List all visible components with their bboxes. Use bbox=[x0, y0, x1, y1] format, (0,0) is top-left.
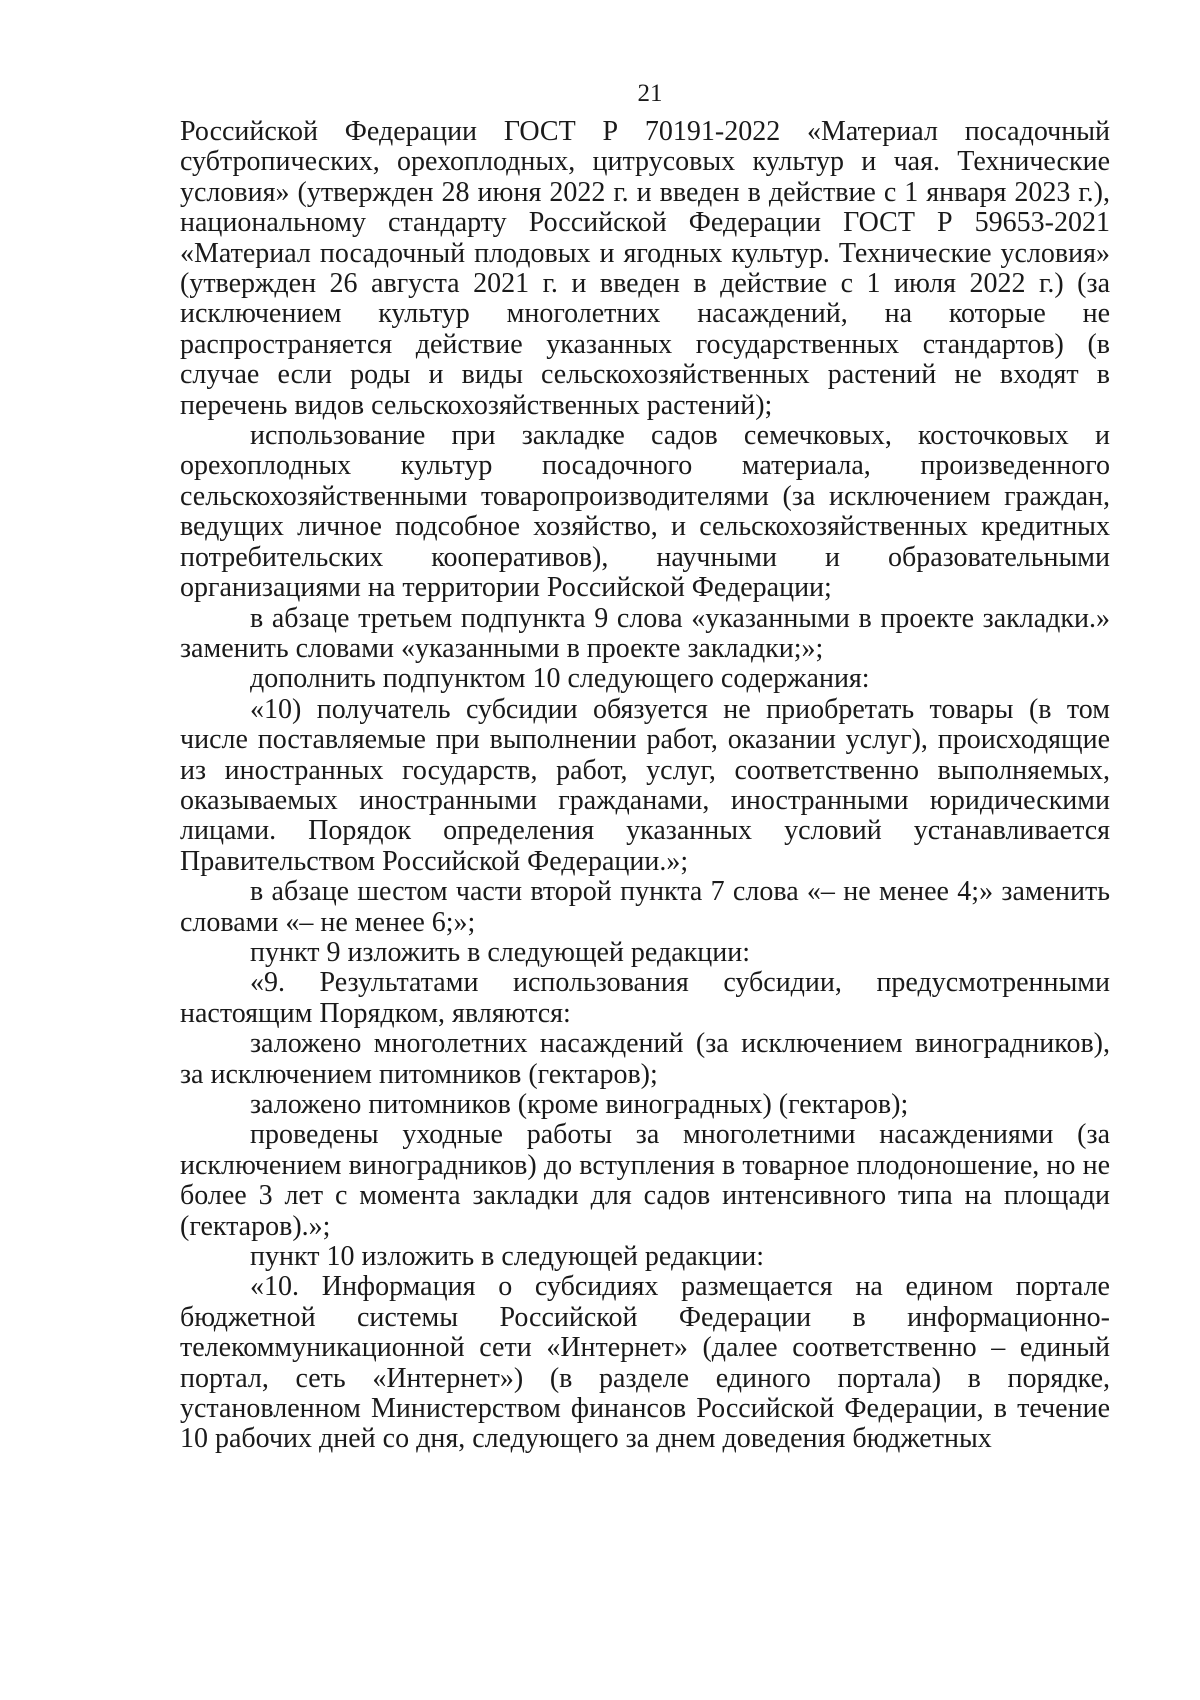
document-body bbox=[180, 117, 1110, 1455]
paragraph: заложено многолетних насаждений (за исключением виноградников), за исключением питомников (гектаров); bbox=[180, 1028, 1110, 1090]
paragraph: проведены уходные работы за многолетними насаждениями (за исключением виноградников) до вступления в товарное плодоношение, но не более 3 лет с момента закладки для садов интенсивного типа на площади (гектаров).»; bbox=[180, 1119, 1110, 1242]
paragraph: заложено питомников (кроме виноградных) (гектаров); bbox=[250, 1089, 909, 1120]
paragraph: дополнить подпунктом 10 следующего содержания: bbox=[250, 663, 870, 695]
paragraph: «9. Результатами использования субсидии, предусмотренными настоящим Порядком, являются: bbox=[180, 967, 1110, 1029]
page-number: 21 bbox=[637, 80, 663, 107]
paragraph: в абзаце третьем подпункта 9 слова «указанными в проекте закладки.» заменить словами «указанными в проекте закладки;»; bbox=[180, 602, 1110, 664]
paragraph: «10. Информация о субсидиях размещается на едином портале бюджетной системы Российской Федерации в информационно-телекоммуникационной сети «Интернет» (далее соответственно – единый портал, сеть «Интернет») (в разделе единого портала) в порядке, установленном Министерством финансов Российской Федерации, в течение 10 рабочих дней со дня, следующего за днем доведения бюджетных bbox=[180, 1271, 1110, 1455]
paragraph: «10) получатель субсидии обязуется не приобретать товары (в том числе поставляемые при выполнении работ, оказании услуг), происходящие из иностранных государств, работ, услуг, соответственно выполняемых, оказываемых иностранными гражданами, иностранными юридическими лицами. Порядок определения указанных условий устанавливается Правительством Российской Федерации.»; bbox=[180, 693, 1110, 877]
paragraph: пункт 9 изложить в следующей редакции: bbox=[250, 936, 750, 968]
paragraph: Российской Федерации ГОСТ Р 70191-2022 «Материал посадочный субтропических, орехоплодных, цитрусовых культур и чая. Технические условия» (утвержден 28 июня 2022 г. и введен в действие с 1 января 2023 г.), национальному стандарту Российской Федерации ГОСТ Р 59653-2021 «Материал посадочный плодовых и ягодных культур. Технические условия» (утвержден 26 августа 2021 г. и введен в действие с 1 июля 2022 г.) (за исключением культур многолетних насаждений, на которые не распространяется действие указанных государственных стандартов) (в случае если роды и виды сельскохозяйственных растений не входят в перечень видов сельскохозяйственных растений); bbox=[180, 116, 1110, 421]
paragraph: в абзаце шестом части второй пункта 7 слова «– не менее 4;» заменить словами «– не менее 6;»; bbox=[180, 876, 1110, 938]
paragraph: пункт 10 изложить в следующей редакции: bbox=[250, 1241, 764, 1273]
paragraph: использование при закладке садов семечковых, косточковых и орехоплодных культур посадочного материала, произведенного сельскохозяйственными товаропроизводителями (за исключением граждан, ведущих личное подсобное хозяйство, и сельскохозяйственных кредитных потребительских кооперативов), научными и образовательными организациями на территории Российской Федерации; bbox=[180, 420, 1110, 604]
